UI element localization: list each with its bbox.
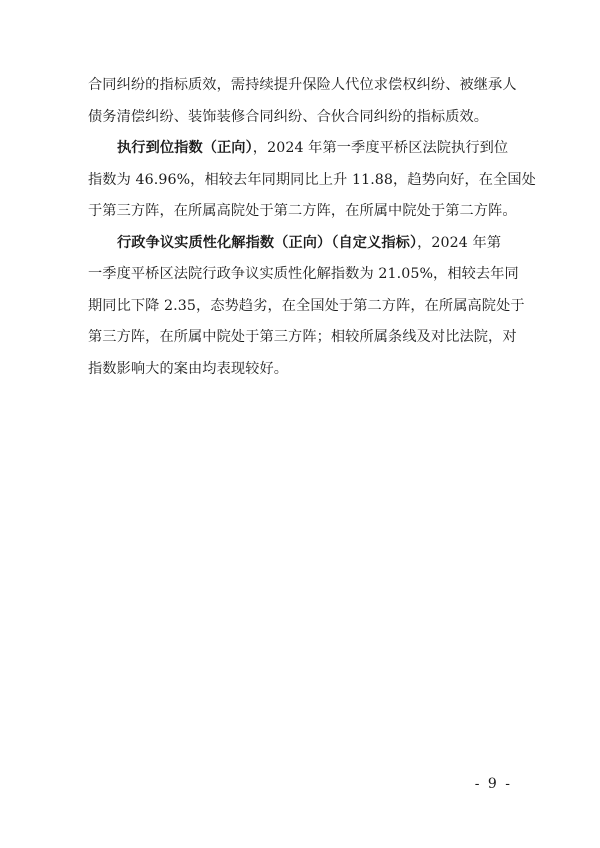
text-line: 一季度平桥区法院行政争议实质性化解指数为 21.05%，相较去年同	[88, 266, 519, 282]
text-line: 合同纠纷的指标质效，需持续提升保险人代位求偿权纠纷、被继承人	[88, 77, 517, 93]
paragraph-1	[88, 70, 517, 133]
text-line	[88, 228, 512, 260]
page-number: - 9 -	[474, 776, 512, 792]
text-line: 指数影响大的案由均表现较好。	[88, 360, 289, 377]
text-span: ，2024 年第一季度平桥区法院执行到位	[252, 140, 509, 156]
text-line: 第三方阵，在所属中院处于第三方阵；相较所属条线及对比法院，对	[88, 329, 517, 345]
document-body	[88, 70, 536, 385]
paragraph-3	[88, 228, 525, 386]
text-line: 期同比下降 2.35，态势趋劣，在全国处于第二方阵，在所属高院处于	[88, 297, 525, 314]
text-line: 指数为 46.96%，相较去年同期同比上升 11.88，趋势向好，在全国处	[88, 171, 536, 188]
paragraph-2	[88, 133, 536, 228]
paragraph-heading: 行政争议实质性化解指数（正向）（自定义指标）	[117, 234, 418, 251]
text-line: 债务清偿纠纷、装饰装修合同纠纷、合伙合同纠纷的指标质效。	[88, 108, 489, 125]
text-span: ，2024 年第	[417, 234, 502, 251]
text-line: 于第三方阵，在所属高院处于第二方阵，在所属中院处于第二方阵。	[88, 203, 517, 219]
text-line	[88, 133, 512, 165]
paragraph-heading: 执行到位指数（正向）	[117, 140, 253, 156]
